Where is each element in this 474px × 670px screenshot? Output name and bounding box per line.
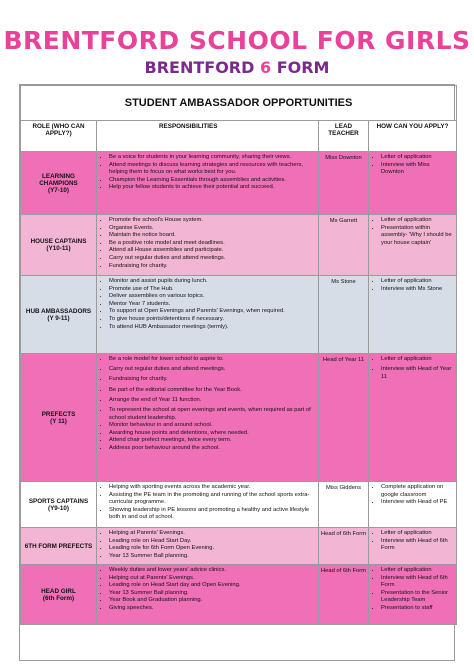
- responsibilities-cell: [97, 528, 319, 565]
- list-item: • Presentation to the Senior Leadership Team: [381, 590, 453, 605]
- list-item: • Year 13 Summer Ball planning.: [109, 590, 315, 598]
- list-item: • Leading role on Head Start day and Open Evening.: [109, 582, 315, 590]
- list-item: • Year 13 Summer Ball planning.: [109, 553, 315, 561]
- list-item: • Giving speeches.: [109, 605, 315, 613]
- role-cell: [21, 528, 97, 565]
- list-item: • Awarding house points and detentions, where needed.: [109, 430, 315, 438]
- list-item: • Letter of application: [381, 530, 453, 538]
- list-item: • Letter of application: [381, 567, 453, 575]
- list-item: • Arrange the end of Year 11 function.: [109, 397, 315, 405]
- sixth-form-suffix: FORM: [276, 58, 330, 77]
- list-item: • Letter of application: [381, 154, 453, 162]
- responsibilities-cell: [97, 354, 319, 482]
- role-years: (Y9-10): [48, 504, 69, 512]
- list-item: • Organise Events.: [109, 225, 315, 233]
- school-name: BRENTFORD SCHOOL FOR GIRLS: [3, 26, 471, 55]
- list-item: • To attend HUB Ambassador meetings (termly).: [109, 324, 315, 332]
- list-item: • Be a positive role model and meet deadlines.: [109, 240, 315, 248]
- column-header-responsibilities: RESPONSIBILITIES: [97, 121, 319, 152]
- list-item: • Presentation to staff: [381, 605, 453, 613]
- table-row: [21, 528, 457, 565]
- lead-teacher-cell: Miss Giddens: [319, 482, 369, 528]
- role-name: SPORTS CAPTAINS: [28, 497, 89, 505]
- responsibilities-cell: [97, 276, 319, 354]
- list-item: • Leading role for 6th Form Open Evening.: [109, 545, 315, 553]
- list-item: • Maintain the notice board.: [109, 232, 315, 240]
- list-item: • Be a role model for lower school to aspire to.: [109, 356, 315, 364]
- list-item: • Attend chair prefect meetings, twice every term.: [109, 437, 315, 445]
- table-row: [21, 482, 457, 528]
- list-item: • Interview with Ms Stone: [381, 286, 453, 294]
- apply-cell: [369, 215, 457, 276]
- list-item: • Weekly duties and lower years' advice clinics.: [109, 567, 315, 575]
- list-item: • Interview with Head of PE: [381, 499, 453, 507]
- apply-cell: [369, 152, 457, 215]
- list-item: • Showing leadership in PE lessons and promoting a healthy and active lifestyle both in and out of school.: [109, 507, 315, 522]
- role-name: HEAD GIRL: [41, 587, 76, 595]
- list-item: • Interview with Head of 6th Form: [381, 575, 453, 590]
- table-row: [21, 354, 457, 482]
- list-item: • Interview with Miss Downton: [381, 162, 453, 177]
- table-title: STUDENT AMBASSADOR OPPORTUNITIES: [21, 86, 457, 121]
- sixth-form-number: 6: [259, 58, 272, 77]
- role-years: (Y10-11): [46, 245, 71, 252]
- role-cell: [21, 152, 97, 215]
- sixth-form-prefix: BRENTFORD: [144, 58, 255, 77]
- list-item: • Complete application on google classroom: [381, 484, 453, 499]
- role-name: HOUSE CAPTAINS: [30, 238, 87, 245]
- list-item: • Be part of the editorial committee for the Year Book.: [109, 387, 315, 395]
- responsibilities-cell: [97, 482, 319, 528]
- responsibilities-cell: [97, 565, 319, 625]
- list-item: • To give house points/detentions if necessary.: [109, 316, 315, 324]
- list-item: • Be a voice for students in your learning community, sharing their views.: [109, 154, 315, 162]
- list-item: • Promote the school's House system.: [109, 217, 315, 225]
- list-item: • Letter of application: [381, 217, 453, 225]
- apply-cell: [369, 354, 457, 482]
- apply-cell: [369, 528, 457, 565]
- list-item: • Address poor behaviour around the school.: [109, 445, 315, 453]
- list-item: • Helping out at Parents' Evenings.: [109, 575, 315, 583]
- role-cell: [21, 482, 97, 528]
- role-years: (6th Form): [42, 594, 75, 602]
- table-row: [21, 215, 457, 276]
- table-row: [21, 565, 457, 625]
- responsibilities-cell: [97, 215, 319, 276]
- table-row: [21, 152, 457, 215]
- list-item: • Attend all House assemblies and participate.: [109, 247, 315, 255]
- list-item: • Presentation within assembly- 'Why I should be your house captain': [381, 225, 453, 248]
- role-years: (Y7-10): [48, 186, 69, 194]
- responsibilities-cell: [97, 152, 319, 215]
- lead-teacher-cell: Miss Downton: [319, 152, 369, 215]
- list-item: • Year Book and Graduation planning.: [109, 597, 315, 605]
- ambassador-table-frame: [19, 84, 455, 661]
- list-item: • Fundraising for charity.: [109, 263, 315, 271]
- page-header: [0, 26, 474, 78]
- role-cell: [21, 354, 97, 482]
- table-row: [21, 276, 457, 354]
- list-item: • Deliver assemblies on various topics.: [109, 293, 315, 301]
- lead-teacher-cell: Head of 6th Form: [319, 528, 369, 565]
- list-item: • Interview with Head of Year 11: [381, 366, 453, 381]
- list-item: • Letter of application: [381, 356, 453, 364]
- list-item: • Interview with Head of 6th Form: [381, 538, 453, 553]
- list-item: • Letter of application: [381, 278, 453, 286]
- ambassador-table: [20, 85, 457, 625]
- list-item: • Fundraising for charity.: [109, 376, 315, 384]
- apply-cell: [369, 565, 457, 625]
- role-years: (Y 11): [50, 417, 67, 425]
- list-item: • Helping with sporting events across the academic year.: [109, 484, 315, 492]
- column-header-how-to-apply: HOW CAN YOU APPLY?: [369, 121, 457, 152]
- list-item: • Attend meetings to discuss learning strategies and resources with teachers, helping them to focus on what works best for you.: [109, 162, 315, 177]
- list-item: • Promote use of The Hub.: [109, 286, 315, 294]
- list-item: • To support at Open Evenings and Parents' Evenings, when required.: [109, 308, 315, 316]
- lead-teacher-cell: Head of 6th Form: [319, 565, 369, 625]
- role-name: 6TH FORM PREFECTS: [24, 542, 93, 550]
- list-item: • Carry out regular duties and attend meetings.: [109, 255, 315, 263]
- sixth-form-logo: [0, 58, 474, 78]
- list-item: • Help your fellow students to achieve their potential and succeed.: [109, 184, 315, 192]
- role-name: LEARNING CHAMPIONS: [39, 172, 78, 187]
- list-item: • To represent the school at open evenings and events, when required as part of school student leadership.: [109, 407, 315, 422]
- role-cell: [21, 215, 97, 276]
- column-header-row: [21, 121, 457, 152]
- role-cell: [21, 565, 97, 625]
- apply-cell: [369, 482, 457, 528]
- list-item: • Helping at Parents' Evenings.: [109, 530, 315, 538]
- lead-teacher-cell: Ms Stone: [319, 276, 369, 354]
- apply-cell: [369, 276, 457, 354]
- column-header-lead-teacher: LEAD TEACHER: [319, 121, 369, 152]
- list-item: • Leading role on Head Start Day.: [109, 538, 315, 546]
- role-name: PREFECTS: [41, 410, 76, 418]
- role-name: HUB AMBASSADORS: [25, 307, 92, 315]
- list-item: • Champion the Learning Essentials through assemblies and activities.: [109, 177, 315, 185]
- role-years: (Y 9-11): [47, 314, 70, 322]
- list-item: • Monitor and assist pupils during lunch.: [109, 278, 315, 286]
- role-cell: [21, 276, 97, 354]
- list-item: • Monitor behaviour in and around school.: [109, 422, 315, 430]
- list-item: • Carry out regular duties and attend meetings.: [109, 366, 315, 374]
- list-item: • Assisting the PE team in the promoting and running of the school sports extra-curricular programme.: [109, 492, 315, 507]
- lead-teacher-cell: Ms Garrett: [319, 215, 369, 276]
- column-header-role: ROLE (WHO CAN APPLY?): [21, 121, 97, 152]
- lead-teacher-cell: Head of Year 11: [319, 354, 369, 482]
- list-item: • Mentor Year 7 students.: [109, 301, 315, 309]
